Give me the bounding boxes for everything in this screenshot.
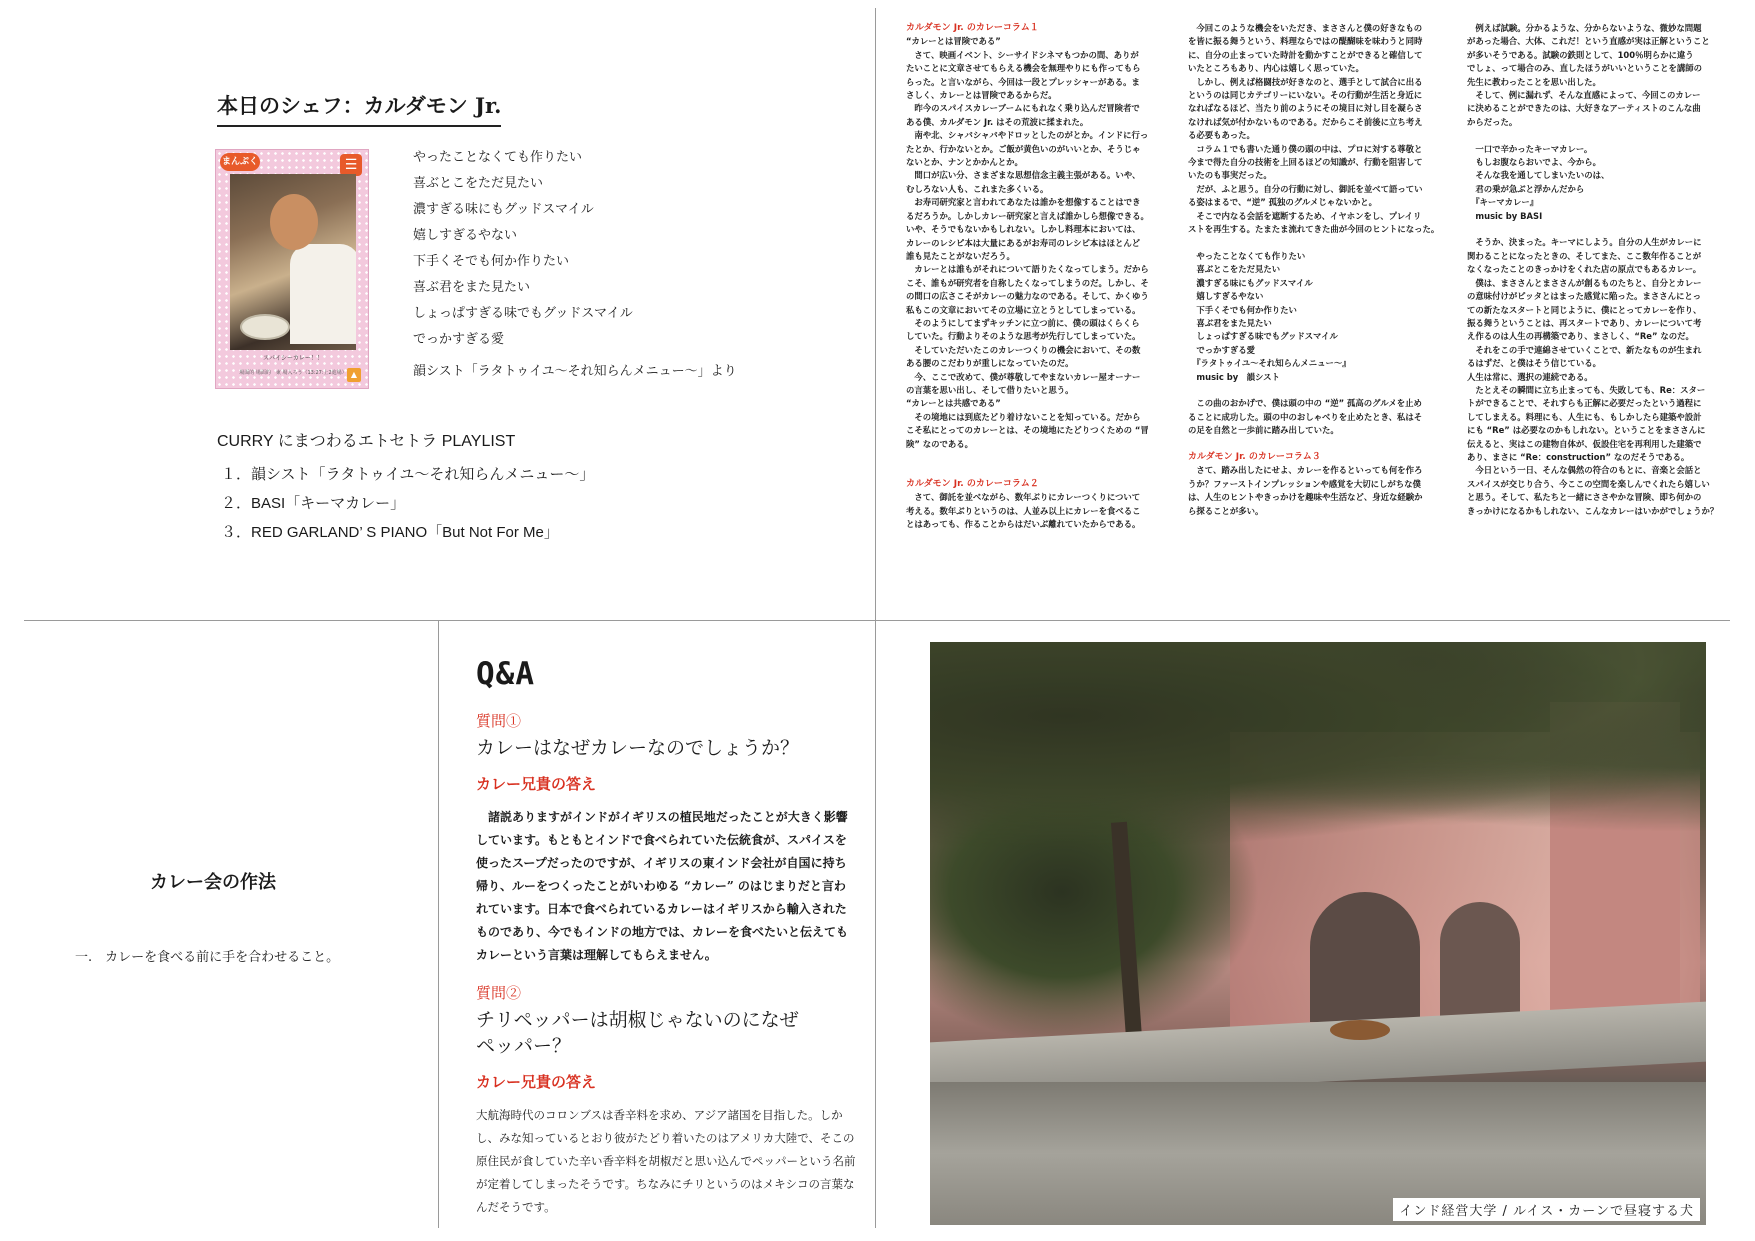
column-line: さて、御託を並べながら、数年ぶりにカレーつくりについて bbox=[906, 492, 1141, 503]
column-gap bbox=[1188, 384, 1450, 397]
column-line: さしく、カレーとは冒険であるからだ。 bbox=[906, 90, 1057, 101]
column-line: 今回このような機会をいただき、まささんと僕の好きなもの bbox=[1188, 23, 1423, 33]
column-line: の意味付けがピッタとはまった感覚に陥った。まささんにとっ bbox=[1467, 291, 1701, 302]
question-label: 質問② bbox=[476, 984, 522, 1002]
column-line: 喜ぶ君をまた見たい bbox=[1188, 317, 1272, 328]
manner-item: 一. カレーを食べる前に手を合わせること。 bbox=[75, 950, 340, 965]
column-line: なければ気が付かないものである。だからこそ前後に立ち考え bbox=[1188, 116, 1423, 127]
lyric-line: 喜ぶとこをただ見たい bbox=[413, 176, 544, 191]
sleeping-dog bbox=[1330, 1020, 1390, 1040]
column-line: カレーとは誰もがそれについて語りたくなってしまう。だから bbox=[906, 264, 1149, 275]
column-line: 下手くそでも何か作りたい bbox=[1188, 304, 1297, 315]
column-line: こそ、誰もが研究者を自称したくなってしまうのだ。しかし、そ bbox=[906, 277, 1149, 288]
column-line: music by 韻シスト bbox=[1188, 371, 1280, 382]
column-line: 一口で辛かったキーマカレー。 bbox=[1467, 143, 1593, 154]
column-line: そうか、決まった。キーマにしよう。自分の人生がカレーに bbox=[1467, 237, 1702, 248]
column-3 bbox=[1467, 22, 1729, 518]
column-line: というのは同じカテゴリーにいない。その行動が生活と身近に bbox=[1188, 90, 1423, 101]
column-1 bbox=[906, 22, 1168, 531]
column-line: いたのも事実だった。 bbox=[1188, 170, 1272, 181]
column-line: 『ラタトゥイユ〜それ知らんメニュー〜』 bbox=[1188, 358, 1351, 369]
column-line: 伝えると、実はこの建物自体が、仮設住宅を再利用した建築で bbox=[1467, 438, 1702, 449]
column-gap bbox=[906, 464, 1168, 477]
column-line: この曲のおかげで、僕は頭の中の “逆” 孤高のグルメを止め bbox=[1188, 398, 1422, 409]
lyrics-source: 韻シスト「ラタトゥイユ〜それ知らんメニュー〜」より bbox=[413, 364, 737, 379]
column-line: 『キーマカレー』 bbox=[1467, 197, 1539, 208]
menu-icon: ☰ bbox=[340, 154, 362, 176]
qa-block-1 bbox=[476, 710, 856, 967]
column-line: ある腰のこだわりが重しになっていたのだ。 bbox=[906, 358, 1074, 369]
column-heading: カルダモン Jr. のカレーコラム２ bbox=[906, 478, 1039, 489]
column-line: 嬉しすぎるやない bbox=[1188, 291, 1264, 302]
answer-text: 大航海時代のコロンブスは香辛料を求め、アジア諸国を目指した。しかし、みな知っているとおり彼がたどり着いたのはアメリカ大陸で、そこの原住民が食していた辛い香辛料を胡椒だと思い込んでペッパーという名前が定着してしまったそうです。ちなみにチリというのはメキシコの言葉なんだそうです。 bbox=[476, 1108, 856, 1214]
column-line: もしお腹ならおいでよ、今から。 bbox=[1467, 157, 1601, 168]
column-line: そしていただいたこのカレーつくりの機会において、その数 bbox=[906, 344, 1141, 355]
column-line: でっかすぎる愛 bbox=[1188, 344, 1255, 355]
answer-label: カレー兄貴の答え bbox=[476, 775, 597, 793]
column-line: なくなったことのきっかけをくれた店の原点でもあるカレー。 bbox=[1467, 264, 1702, 275]
column-line: に、自分の止まっていた時計を動かすことができると確信して bbox=[1188, 49, 1423, 60]
column-line: る必要もあった。 bbox=[1188, 130, 1255, 141]
lyric-line: 濃すぎる味にもグッドスマイル bbox=[413, 202, 594, 217]
column-line: だが、ふと思う。自分の行動に対し、御託を並べて語ってい bbox=[1188, 183, 1423, 194]
question-label: 質問① bbox=[476, 712, 522, 730]
lyric-line: しょっぱすぎる味でもグッドスマイル bbox=[413, 306, 633, 321]
column-line: 先生に教わったことを思い出した。 bbox=[1467, 76, 1601, 87]
column-line: してしまえる。料理にも、人生にも、もしかしたら建築や設計 bbox=[1467, 411, 1702, 422]
column-line: るだろうか。しかしカレー研究家と言えば誰かしら想像できる。 bbox=[906, 210, 1149, 221]
column-line: とはあっても、作ることからはだいぶ離れていたからである。 bbox=[906, 519, 1141, 529]
column-line: スパイスが交じり合う、今ここの空間を楽しんでくれたら嬉しい bbox=[1467, 478, 1710, 489]
column-line: たいことに文章させてもらえる機会を無理やりにも作ってもら bbox=[906, 63, 1141, 74]
column-line: 今日という一日、そんな偶然の符合のもとに、音楽と会話と bbox=[1467, 465, 1702, 476]
column-line: 険” なのである。 bbox=[906, 438, 974, 449]
lyrics-block bbox=[413, 145, 633, 353]
column-2 bbox=[1188, 22, 1450, 518]
column-line: ストを再生する。たまたま流れてきた曲が今回のヒントになった。 bbox=[1188, 224, 1440, 235]
column-line: music by BASI bbox=[1467, 210, 1543, 221]
column-line: 誰も見たことがないだろう。 bbox=[906, 250, 1015, 261]
column-line: の言葉を思い出し、そして借りたいと思う。 bbox=[906, 384, 1074, 395]
column-line: それをこの手で連綿させていくことで、新たなものが生まれ bbox=[1467, 344, 1702, 355]
column-line: そのようにしてまずキッチンに立つ前に、僕の頭はくらくら bbox=[906, 317, 1140, 328]
column-line: 今まで得た自分の技術を上回るほどの知識が、行動を阻害して bbox=[1188, 157, 1423, 168]
playlist-item: ３．RED GARLAND’ S PIANO「But Not For Me」 bbox=[221, 524, 559, 541]
playlist-item: １．韻シスト「ラタトゥイユ〜それ知らんメニュー〜」 bbox=[221, 466, 595, 483]
photo-caption: インド経営大学 / ルイス・カーンで昼寝する犬 bbox=[1393, 1198, 1700, 1221]
column-line: が多いそうである。試験の鉄則として、100％明らかに違う bbox=[1467, 49, 1694, 60]
column-line: 僕は、まささんとまささんが創るものたちと、自分とカレー bbox=[1467, 277, 1702, 288]
column-line: そして、例に漏れず、そんな直感によって、今回このカレー bbox=[1467, 90, 1701, 101]
column-line: ての新たなスタートと同じように、僕にとってカレーを作り、 bbox=[1467, 304, 1702, 315]
lyric-line: 喜ぶ君をまた見たい bbox=[413, 280, 531, 295]
column-line: る姿はまるで、“逆” 孤独のグルメじゃないかと。 bbox=[1188, 197, 1378, 208]
column-line: そこで内なる会話を遮断するため、イヤホンをし、プレイリ bbox=[1188, 210, 1422, 221]
column-gap bbox=[1188, 237, 1450, 250]
column-line: 人生は常に、選択の連続である。 bbox=[1467, 371, 1593, 382]
column-line: があった場合、大体、これだ！という直感が実は正解ということ bbox=[1467, 36, 1710, 47]
column-gap bbox=[1188, 438, 1450, 451]
column-line: たとえその瞬間に立ち止まっても、失敗しても、Re：スター bbox=[1467, 384, 1706, 395]
column-line: ら探ることが多い。 bbox=[1188, 505, 1264, 516]
column-heading: カルダモン Jr. のカレーコラム３ bbox=[1188, 451, 1321, 462]
column-line: しょっぱすぎる味でもグッドスマイル bbox=[1188, 331, 1338, 342]
column-line: さて、映画イベント、シーサイドシネマもつかの間、ありが bbox=[906, 49, 1139, 60]
column-line: え作るのは人生の再構築であり、まさしく、“Re” なのだ。 bbox=[1467, 331, 1694, 342]
manners-title: カレー会の作法 bbox=[150, 872, 276, 893]
column-line: は、人生のヒントやきっかけを趣味や生活など、身近な経験か bbox=[1188, 492, 1423, 503]
lyric-line: 下手くそでも何か作りたい bbox=[413, 254, 570, 269]
playlist-item: ２．BASI「キーマカレー」 bbox=[221, 495, 406, 512]
card-subcaption: 場面的 場面的 東 場入ろう（13:27:上2進場） bbox=[239, 370, 347, 376]
column-line: の足を自然と一歩前に踏み出していた。 bbox=[1188, 425, 1339, 436]
lyric-line: 嬉しすぎるやない bbox=[413, 228, 518, 243]
column-line: るはずだ、と僕はそう信じている。 bbox=[1467, 358, 1601, 369]
column-line: “カレーとは共感である” bbox=[906, 398, 1001, 409]
column-line: らった。と言いながら、今回は一段とプレッシャーがある。ま bbox=[906, 76, 1140, 87]
qa-title: Q&A bbox=[476, 656, 535, 692]
column-line: を皆に振る舞うという、料理ならではの醍醐味を味わうと同時 bbox=[1188, 36, 1423, 47]
column-line: その境地には到底たどり着けないことを知っている。だから bbox=[906, 411, 1141, 422]
column-line: カレーのレシピ本は大量にあるがお寿司のレシピ本はほとんど bbox=[906, 237, 1141, 248]
column-line: 南や北、シャバシャバやドロッとしたのがとか。インドに行っ bbox=[906, 130, 1149, 141]
arrow-up-icon: ▲ bbox=[347, 368, 361, 382]
chef-photo bbox=[230, 174, 356, 350]
column-line: なればなるほど、当たり前のようにその境目に対し目を凝らさ bbox=[1188, 103, 1423, 114]
column-line: お寿司研究家と言われてあなたは誰かを想像することはでき bbox=[906, 197, 1141, 208]
column-line: コラム１でも書いた通り僕の頭の中は、プロに対する尊敬と bbox=[1188, 143, 1423, 154]
card-badge: まんぷく bbox=[220, 153, 260, 171]
column-line: 振る舞うということは、再スタートであり、カレーについて考 bbox=[1467, 317, 1702, 328]
column-line: にも “Re” は必要なのかもしれない。ということをまささんに bbox=[1467, 425, 1706, 436]
courtyard-photo bbox=[930, 642, 1706, 1225]
column-line: 濃すぎる味にもグッドスマイル bbox=[1188, 277, 1313, 288]
column-line: 私もこの文章においてその立場に立とうとしてしまっている。 bbox=[906, 304, 1141, 315]
column-gap bbox=[1467, 223, 1729, 236]
column-line: やったことなくても作りたい bbox=[1188, 250, 1306, 261]
column-line: 喜ぶとこをただ見たい bbox=[1188, 264, 1281, 275]
column-gap bbox=[906, 451, 1168, 464]
column-heading: カルダモン Jr. のカレーコラム１ bbox=[906, 23, 1039, 33]
column-line: と思う。そして、私たちと一緒にささやかな冒険、即ち何かの bbox=[1467, 492, 1702, 503]
chef-title: 本日のシェフ：カルダモン Jr. bbox=[217, 90, 501, 127]
column-line: 例えば試験。分かるような、分からないような、微妙な問題 bbox=[1467, 23, 1702, 33]
column-line: トができることで、それすらも正解に必要だったという過程に bbox=[1467, 398, 1702, 409]
column-line: 昨今のスパイスカレーブームにもれなく乗り込んだ冒険者で bbox=[906, 103, 1140, 114]
column-line: 今、ここで改めて、僕が尊敬してやまないカレー屋オーナー bbox=[906, 371, 1141, 382]
column-line: きっかけになるかもしれない、こんなカレーはいかがでしょうか？ bbox=[1467, 505, 1719, 516]
column-line: ることに成功した。頭の中のおしゃべりを止めたとき、私はそ bbox=[1188, 411, 1423, 422]
column-line: 関わることになったときの、そしてまた、ここ数年作ることが bbox=[1467, 250, 1702, 261]
column-line: そんな我を通してしまいたいのは、 bbox=[1467, 170, 1610, 181]
column-line: “カレーとは冒険である” bbox=[906, 36, 1001, 47]
column-line: あり、まさに “Re：construction” なのだそうである。 bbox=[1467, 451, 1690, 462]
column-line: ある僕、カルダモン Jr. はその荒波に揉まれた。 bbox=[906, 116, 1089, 127]
column-line: からだった。 bbox=[1467, 116, 1518, 127]
lyric-line: やったことなくても作りたい bbox=[413, 150, 583, 165]
column-line: いたところもあり、内心は嬉しく思っていた。 bbox=[1188, 63, 1364, 74]
playlist-title: CURRY にまつわるエトセトラ PLAYLIST bbox=[217, 433, 516, 450]
column-line: していた。行動よりそのような思考が先行してしまっていた。 bbox=[906, 331, 1141, 342]
lyric-line: でっかすぎる愛 bbox=[413, 332, 505, 347]
question-text: カレーはなぜカレーなのでしょうか？ bbox=[476, 737, 800, 759]
column-line: さて、踏み出したにせよ、カレーを作るといっても何を作ろ bbox=[1188, 465, 1423, 476]
qa-block-2 bbox=[476, 982, 856, 1219]
playlist-list bbox=[221, 460, 594, 547]
column-line: 間口が広い分、さまざまな思想信念主義主張がある。いや、 bbox=[906, 170, 1141, 181]
answer-text: 諸説ありますがインドがイギリスの植民地だったことが大きく影響しています。もともとインドで食べられていた伝統食が、スパイスを使ったスープだったのですが、イギリスの東インド会社が自国に持ち帰り、ルーをつくったことがいわゆる “カレー” のはじまりだと言われています。日本で食べられているカレーはイギリスから輸入されたものであり、今でもインドの地方では、カレーを食べたいと伝えてもカレーという言葉は理解してもらえません。 bbox=[476, 810, 849, 962]
column-line: むしろない人も、これまた多くいる。 bbox=[906, 183, 1049, 194]
column-line: に決めることができたのは、大好きなアーティストのこんな曲 bbox=[1467, 103, 1701, 114]
column-line: しかし、例えば格闘技が好きなのと、選手として試合に出る bbox=[1188, 76, 1423, 87]
column-line: の間口の広さこそがカレーの魅力なのである。そして、かくゆう bbox=[906, 291, 1149, 302]
column-gap bbox=[1467, 129, 1729, 142]
column-line: うか？ファーストインプレッションや感覚を大切にしがちな僕 bbox=[1188, 478, 1421, 489]
column-line: たとか、行かないとか。ご飯が黄色いのがいいとか、そうじゃ bbox=[906, 143, 1141, 154]
column-line: いや、そうでもないかもしれない。しかし料理本においては、 bbox=[906, 224, 1141, 235]
column-line: 考える。数年ぶりというのは、人並み以上にカレーを食べるこ bbox=[906, 505, 1141, 516]
restaurant-card-image bbox=[215, 149, 369, 389]
horizontal-divider bbox=[24, 620, 1730, 621]
column-line: 君の乗が急ぶと浮かんだから bbox=[1467, 183, 1585, 194]
center-vertical-divider bbox=[875, 8, 876, 1228]
bottom-left-vertical-divider bbox=[438, 621, 439, 1228]
column-line: でしょ、って場合のみ、直したほうがいいということを講師の bbox=[1467, 63, 1703, 74]
column-line: ないとか、ナンとかかんとか。 bbox=[906, 157, 1023, 168]
card-caption: スパイシーカレー！！ bbox=[263, 355, 323, 362]
answer-label: カレー兄貴の答え bbox=[476, 1073, 597, 1091]
question-text: チリペッパーは胡椒じゃないのになぜペッパー？ bbox=[476, 1009, 799, 1057]
column-line: こそ私にとってのカレーとは、その境地にたどりつくための “冒 bbox=[906, 425, 1149, 436]
